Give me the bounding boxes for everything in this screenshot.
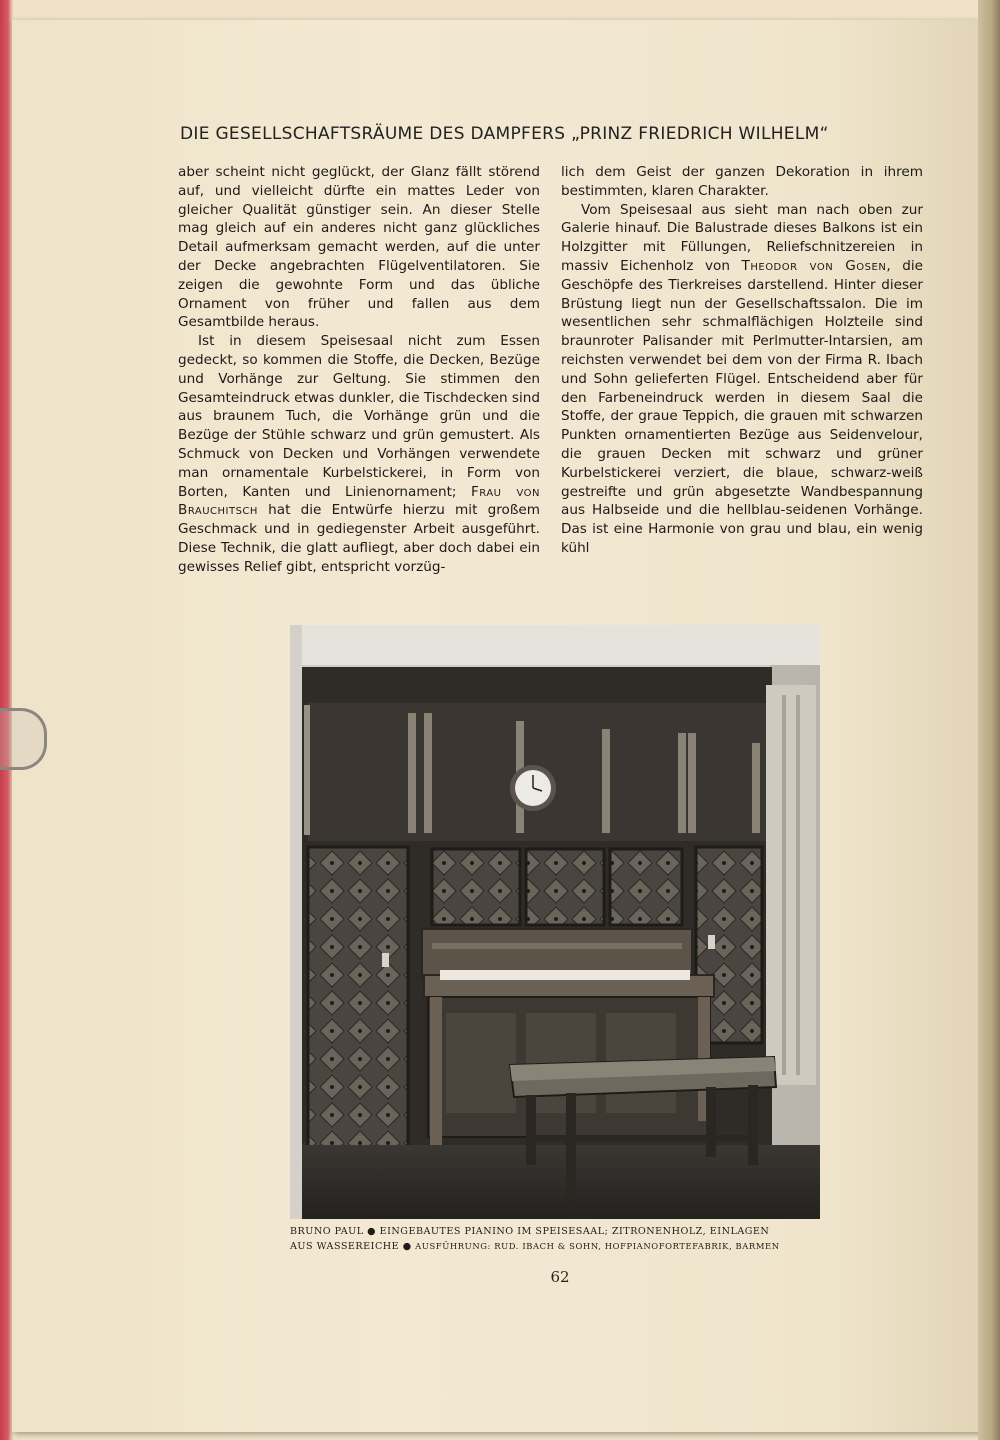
piano-photograph	[290, 625, 820, 1219]
left-paragraph-2-text-b: hat die Entwürfe hierzu mit großem Geschmack und in gediegenster Arbeit ausgeführt. Diese Technik, die glatt aufliegt, aber doch dabei ein gewisses Relief gibt, entspricht vorzüg-	[178, 502, 540, 575]
caption-line-1: BRUNO PAUL ● EINGEBAUTES PIANINO IM SPEISESAAL; ZITRONENHOLZ, EINLAGEN	[290, 1226, 770, 1237]
right-text-column	[561, 163, 923, 558]
right-paragraph-2-text-b: , die Geschöpfe des Tierkreises darstellend. Hinter dieser Brüstung liegt nun der Gesellschaftssalon. Die im wesentlichen sehr schmalflächigen Holzteile sind braunroter Palisander mit Perlmutter-Intarsien, am reichsten verwendet bei dem von der Firma R. Ibach und Sohn gelieferten Flügel. Entscheidend aber für den Farbeneindruck werden in diesem Saal die Stoffe, der graue Teppich, die grauen mit schwarzen Punkten ornamentierten Bezüge aus Seidenvelour, die grauen Decken mit schwarz und grüner Kurbelstickerei verziert, die blaue, schwarz-weiß gestreifte und grün abgesetzte Wandbespannung aus Halbseide und die hellblau-seidenen Vorhänge. Das ist eine Harmonie von grau und blau, ein wenig kühl	[561, 257, 923, 556]
pilaster-groove	[796, 695, 800, 1075]
left-text-column	[178, 163, 540, 577]
book-right-edge	[978, 0, 1000, 1440]
left-paragraph-1: aber scheint nicht geglückt, der Glanz fällt störend auf, und vielleicht dürfte ein mattes Leder von gleicher Qualität günstiger sein. An dieser Stelle mag gleich auf ein anderes nicht ganz glückliches Detail aufmerksam gemacht werden, auf die unter der Decke angebrachten Flügelventilatoren. Sie zeigen die gewohnte Form und das übliche Ornament von früher und fallen aus dem Gesamtbilde heraus.	[178, 164, 540, 331]
left-paragraph-2-text-a: Ist in diesem Speisesaal nicht zum Essen gedeckt, so kommen die Stoffe, die Decken, Bezüge und Vorhänge zur Geltung. Sie stimmen den Gesamteindruck etwas dunkler, die Tischdecken sind aus braunem Tuch, die Vorhänge grün und die Bezüge der Stühle schwarz und grün gemustert. Als Schmuck von Decken und Vorhängen verwendete man ornamentale Kurbelstickerei, in Form von Borten, Kanten und Linienornament;	[178, 333, 540, 500]
center-panel-3	[610, 849, 682, 925]
page-number: 62	[550, 1268, 570, 1286]
left-cabinet-panel	[308, 847, 408, 1153]
figure-caption	[290, 1225, 822, 1254]
designer-name-brauchitsch: Frau von Brauchitsch	[178, 483, 540, 519]
right-pilaster	[766, 685, 816, 1085]
caption-line-2-b: AUSFÜHRUNG: RUD. IBACH & SOHN, HOFPIANOFORTEFABRIK, BARMEN	[415, 1241, 780, 1251]
left-paragraph-2	[178, 332, 540, 576]
running-head: DIE GESELLSCHAFTSRÄUME DES DAMPFERS „PRINZ FRIEDRICH WILHELM“	[180, 124, 829, 144]
left-wall-edge	[290, 625, 302, 1219]
light-switch	[382, 953, 389, 967]
page-clip	[0, 708, 47, 770]
designer-name-gosen: Theodor von Gosen	[741, 257, 887, 274]
caption-line-2	[290, 1239, 822, 1254]
center-panel-1	[432, 849, 520, 925]
caption-line-2-a: AUS WASSEREICHE ●	[290, 1241, 412, 1252]
pilaster-groove	[782, 695, 786, 1075]
ceiling	[290, 625, 820, 665]
piano-photo-illustration	[290, 625, 820, 1219]
floor	[290, 1145, 820, 1219]
right-paragraph-2	[561, 201, 923, 558]
right-paragraph-1: lich dem Geist der ganzen Dekoration in ihrem bestimmten, klaren Charakter.	[561, 164, 923, 199]
light-switch	[708, 935, 715, 949]
center-panel-2	[526, 849, 604, 925]
right-paragraph-2-text-a: Vom Speisesaal aus sieht man nach oben zur Galerie hinauf. Die Balustrade dieses Balkons ist ein Holzgitter mit Füllungen, Reliefschnitzereien in massiv Eichenholz von	[561, 201, 923, 274]
